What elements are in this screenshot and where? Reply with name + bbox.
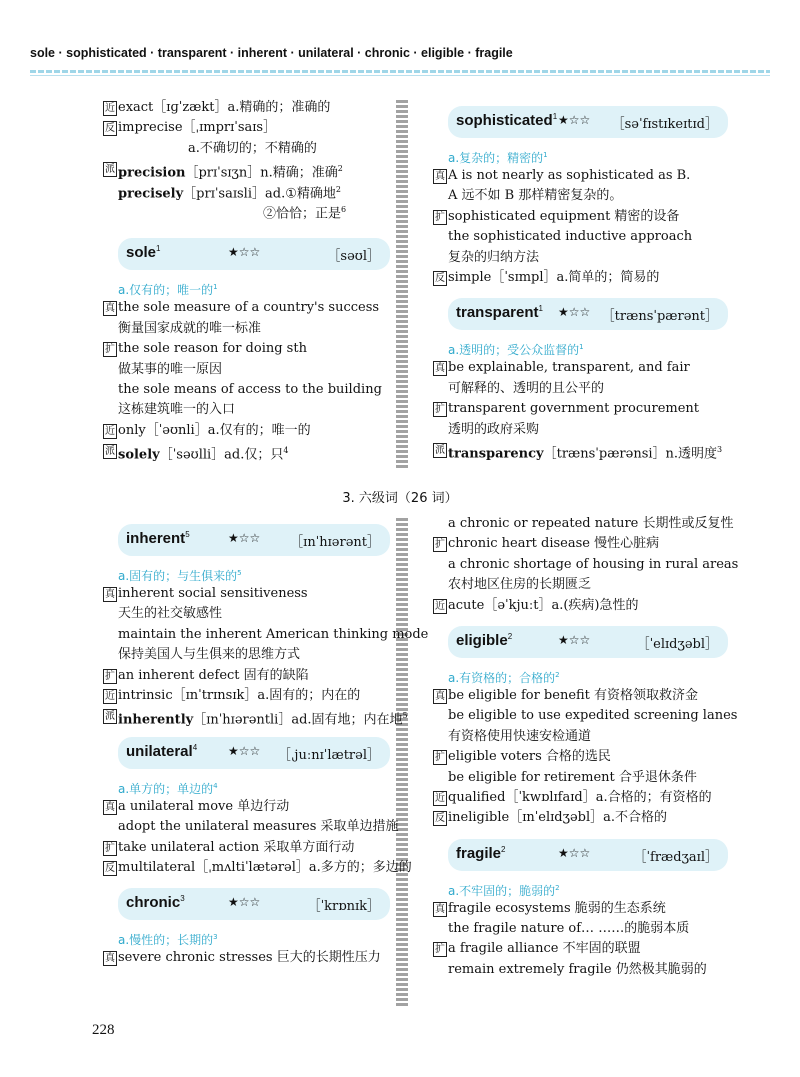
line-text: chronic heart disease 慢性心脏病 (448, 536, 660, 552)
entry-line (435, 596, 728, 616)
entry-body (435, 358, 728, 462)
headword-text: inherent (126, 530, 186, 547)
line-text: a chronic shortage of housing in rural areas (448, 556, 739, 572)
left-column-bottom (105, 514, 429, 969)
entry-line (435, 207, 728, 227)
line-text: 天生的社交敏感性 (118, 606, 223, 622)
line-text: A 远不如 B 那样精密复杂的。 (448, 188, 623, 204)
label-tag: 近 (105, 690, 115, 702)
label-tag: 扩 (105, 670, 115, 682)
line-text: an inherent defect 固有的缺陷 (118, 667, 309, 683)
line-text: 衡量国家成就的唯一标准 (118, 320, 262, 336)
entry-line (448, 379, 728, 399)
entry-headword-bar (118, 888, 390, 920)
entry-line (118, 645, 390, 665)
line-text: be explainable, transparent, and fair (448, 360, 690, 376)
entry-line (448, 248, 728, 268)
entry-line (435, 166, 728, 186)
sense-text: a.单方的；单边的 (118, 781, 214, 796)
headword-text: fragile (456, 844, 502, 862)
entry-line (118, 319, 390, 339)
line-text: sophisticated equipment 精密的设备 (448, 208, 680, 224)
entry-line (105, 948, 390, 968)
label-tag: 近 (435, 792, 445, 804)
sense-definition (118, 276, 390, 298)
line-text: intrinsic［ɪnˈtrɪnsɪk］a.固有的；内在的 (118, 687, 361, 703)
label-tag: 扩 (435, 752, 445, 764)
entry-body (435, 166, 728, 288)
entry-line (448, 960, 728, 980)
entry-headword-bar (448, 626, 728, 658)
headword-frequency: 1 (156, 244, 161, 254)
sense-definition (118, 562, 390, 584)
entry-line (105, 838, 390, 858)
frequency-mark: 4 (283, 446, 289, 456)
headword (456, 632, 512, 649)
sense-text: a.仅有的；唯一的 (118, 283, 214, 298)
entry-unilateral (105, 737, 412, 879)
line-text: the sole measure of a country's success (118, 300, 380, 316)
label-tag: 反 (435, 813, 445, 825)
line-text: remain extremely fragile 仍然极其脆弱的 (448, 961, 707, 977)
entry-line (105, 706, 408, 728)
entry-line (448, 555, 739, 575)
entry-line (118, 139, 390, 159)
derived-word: solely (118, 447, 160, 463)
entry-line (448, 575, 728, 595)
headword-text: unilateral (126, 742, 193, 760)
headword-frequency: 5 (185, 530, 190, 539)
line-text: multilateral［ˌmʌltiˈlætərəl］a.多方的；多边的 (118, 859, 412, 875)
star-rating: ★☆☆ (558, 305, 591, 320)
line-text: only［ˈəʊnli］a.仅有的；唯一的 (118, 422, 311, 438)
entry-line (435, 358, 728, 378)
entry-line (105, 98, 390, 118)
sense-text: a.复杂的；精密的 (448, 151, 544, 165)
entry-line (105, 441, 390, 463)
entry-line (118, 360, 390, 380)
entry-line (118, 604, 390, 624)
pronunciation: ［ˈfrædʒaɪl］ (633, 849, 718, 865)
column-divider-top (396, 100, 408, 468)
sense-frequency: 1 (579, 343, 584, 352)
entry-line (105, 858, 412, 878)
line-text: qualified［ˈkwɒlɪfaɪd］a.合格的；有资格的 (448, 789, 712, 805)
headword-text: eligible (456, 631, 508, 649)
line-text: imprecise［ˌɪmprɪˈsaɪs］ (118, 120, 277, 136)
entry-headword-bar (448, 839, 728, 871)
entry-line (105, 159, 390, 181)
line-text: a chronic or repeated nature 长期性或反复性 (448, 516, 734, 531)
entry-line (118, 400, 390, 420)
headword-text: chronic (126, 894, 181, 912)
line-text: 农村地区住房的长期匮乏 (448, 577, 592, 593)
label-tag: 真 (105, 303, 115, 315)
sense-text: a.固有的；与生俱来的 (118, 569, 238, 583)
entry-line (118, 380, 390, 400)
label-tag: 派 (105, 164, 115, 176)
entry-sophisticated (435, 106, 728, 288)
label-tag: 派 (105, 711, 115, 723)
precise-continuation (105, 98, 390, 222)
label-tag: 扩 (105, 842, 115, 854)
sense-definition (448, 336, 728, 358)
header-rule-thin (30, 75, 770, 76)
entry-sole (105, 238, 390, 463)
headword (126, 894, 185, 911)
right-column-top (435, 96, 728, 462)
headword (126, 244, 160, 261)
frequency-mark: 2 (335, 184, 341, 194)
line-text: A is not nearly as sophisticated as B. (448, 168, 691, 183)
entry-line (448, 919, 728, 939)
sense-text: a.有资格的；合格的 (448, 670, 556, 685)
label-tag: 派 (105, 446, 115, 458)
line-text: exact［ɪɡˈzækt］a.精确的；准确的 (118, 100, 331, 115)
pronunciation: ［trænsˈpærənt］ (601, 309, 718, 325)
entry-headword-bar (118, 737, 390, 769)
headword-frequency: 1 (538, 304, 543, 314)
label-tag: 派 (435, 444, 445, 456)
entry-body (435, 686, 738, 829)
label-tag: 近 (435, 600, 445, 612)
star-rating: ★☆☆ (228, 531, 261, 545)
entry-body (105, 298, 390, 463)
sense-frequency: 1 (213, 283, 218, 292)
entry-line (105, 584, 390, 604)
running-header: sole · sophisticated · transparent · inherent · unilateral · chronic · eligible · fragile (30, 46, 513, 60)
entry-line (105, 421, 390, 441)
label-tag: 扩 (435, 539, 445, 551)
entry-line (118, 180, 390, 200)
label-tag: 扩 (105, 344, 115, 356)
label-tag: 反 (435, 272, 445, 284)
line-text: a.不确切的；不精确的 (188, 140, 317, 156)
line-text: 透明的政府采购 (448, 421, 540, 437)
sense-frequency: 4 (213, 781, 218, 790)
headword (456, 112, 557, 129)
line-text: maintain the inherent American thinking mode (118, 626, 429, 642)
entry-line (105, 686, 390, 706)
frequency-mark: 6 (341, 204, 347, 214)
entry-line (105, 118, 390, 138)
entry-line (105, 339, 390, 359)
pronunciation: ［ɪnˈhɪərənt］ (290, 535, 380, 550)
headword (456, 304, 543, 321)
headword-frequency: 2 (501, 844, 506, 854)
line-text: ineligible［ɪnˈelɪdʒəbl］a.不合格的 (448, 810, 668, 826)
entry-line (448, 420, 728, 440)
line-text: ［trænsˈpærənsi］n.透明度 (543, 446, 718, 462)
star-rating: ★☆☆ (228, 245, 261, 260)
line-text: the sole means of access to the building (118, 381, 382, 397)
sense-frequency: 1 (543, 151, 548, 159)
line-text: 有资格使用快速安检通道 (448, 728, 592, 744)
derived-word: transparency (448, 446, 544, 462)
derived-word: precision (118, 165, 186, 181)
headword-text: sophisticated (456, 112, 553, 129)
entry-inherent (105, 524, 429, 728)
sense-definition (118, 775, 390, 797)
label-tag: 反 (105, 862, 115, 874)
sense-frequency: 2 (555, 670, 560, 679)
label-tag: 真 (435, 363, 445, 375)
sense-text: a.不牢固的；脆弱的 (448, 883, 556, 898)
entry-body (105, 948, 390, 968)
line-text: 保持美国人与生俱来的思维方式 (118, 647, 301, 663)
entry-body (435, 899, 728, 981)
line-text: simple［ˈsɪmpl］a.简单的；简易的 (448, 269, 660, 285)
line-text: ②恰恰；正是 (263, 206, 342, 222)
entry-line (448, 706, 738, 726)
headword-text: sole (126, 244, 157, 262)
line-text: acute［əˈkjuːt］a.(疾病)急性的 (448, 597, 639, 613)
label-tag: 真 (435, 171, 445, 182)
entry-line (435, 686, 728, 706)
pronunciation: ［ˌjuːnɪˈlætrəl］ (277, 747, 380, 763)
headword-frequency: 4 (192, 742, 198, 752)
headword-frequency: 2 (507, 631, 513, 641)
entry-line (448, 768, 728, 788)
section-title: 3. 六级词（26 词） (342, 491, 458, 506)
sense-definition (448, 664, 728, 686)
line-text: ［ɪnˈhɪərəntli］ad.固有地；内在地 (193, 712, 403, 728)
pronunciation: ［ˈelɪdʒəbl］ (636, 636, 718, 652)
line-text: ［ˈsəʊlli］ad.仅；只 (159, 447, 284, 463)
entry-chronic (105, 888, 390, 968)
headword (126, 530, 190, 547)
frequency-mark: 5 (402, 711, 408, 721)
line-text: 可解释的、透明的且公平的 (448, 380, 605, 396)
entry-headword-bar (118, 238, 390, 270)
frequency-mark: 3 (717, 444, 723, 454)
star-rating: ★☆☆ (558, 632, 591, 647)
entry-fragile (435, 839, 728, 981)
chronic-continuation (435, 514, 739, 616)
pronunciation: ［ˈkrɒnɪk］ (307, 899, 380, 915)
entry-body (105, 584, 429, 728)
line-text: 这栋建筑唯一的入口 (118, 402, 236, 418)
sense-text: a.透明的；受公众监督的 (448, 343, 580, 358)
entry-line (435, 534, 728, 554)
sense-definition (118, 926, 390, 948)
sense-frequency: 2 (555, 883, 560, 892)
line-text: be eligible for benefit 有资格领取救济金 (448, 687, 699, 703)
entry-line (448, 514, 734, 534)
line-text: a unilateral move 单边行动 (118, 798, 290, 814)
derived-word: precisely (118, 185, 184, 201)
star-rating: ★☆☆ (558, 845, 591, 860)
headword (126, 743, 197, 760)
line-text: be eligible for retirement 合乎退休条件 (448, 769, 697, 785)
label-tag: 近 (105, 103, 115, 114)
label-tag: 真 (105, 953, 115, 965)
entry-eligible (435, 626, 738, 829)
label-tag: 真 (435, 690, 445, 702)
entry-line (448, 186, 728, 206)
label-tag: 扩 (435, 404, 445, 416)
header-rule (30, 70, 770, 73)
entry-body (105, 797, 412, 879)
sense-frequency: 3 (213, 933, 218, 942)
line-text: 复杂的归纳方法 (448, 249, 540, 265)
headword-frequency: 1 (552, 112, 558, 121)
entry-headword-bar (448, 298, 728, 330)
left-column-top (105, 98, 390, 463)
entry-line (105, 797, 390, 817)
line-text: severe chronic stresses 巨大的长期性压力 (118, 950, 381, 966)
page-number: 228 (92, 1022, 115, 1038)
line-text: ［prɪˈsaɪsli］ad.①精确地 (183, 185, 336, 201)
label-tag: 扩 (435, 211, 445, 223)
line-text: the fragile nature of… ……的脆弱本质 (448, 921, 690, 937)
line-text: fragile ecosystems 脆弱的生态系统 (448, 900, 666, 916)
entry-headword-bar (118, 524, 390, 556)
label-tag: 真 (435, 903, 445, 915)
label-tag: 真 (105, 589, 115, 600)
entry-line (105, 298, 390, 318)
entry-line (118, 625, 429, 645)
entry-line (435, 808, 728, 828)
frequency-mark: 2 (337, 164, 343, 174)
headword-frequency: 3 (180, 894, 185, 904)
sense-definition (448, 144, 728, 166)
entry-line (435, 268, 728, 288)
line-text: the sophisticated inductive approach (448, 229, 693, 245)
line-text: 做某事的唯一原因 (118, 361, 223, 377)
sense-definition (448, 877, 728, 899)
derived-word: inherently (118, 712, 194, 728)
entry-line (448, 727, 728, 747)
pronunciation: ［səˈfɪstɪkeɪtɪd］ (611, 117, 718, 132)
line-text: ［prɪˈsɪʒn］n.精确；准确 (185, 165, 338, 181)
entry-line (435, 440, 728, 462)
entry-line (448, 227, 728, 247)
entry-line (435, 939, 728, 959)
right-column-bottom (435, 514, 739, 980)
line-text: transparent government procurement (448, 401, 700, 417)
entry-headword-bar (448, 106, 728, 138)
label-tag: 近 (105, 425, 115, 437)
entry-line (435, 747, 728, 767)
label-tag: 反 (105, 123, 115, 135)
line-text: inherent social sensitiveness (118, 586, 308, 601)
headword-text: transparent (456, 304, 539, 322)
entry-line (435, 788, 728, 808)
entry-transparent (435, 298, 728, 462)
pronunciation: ［səʊl］ (327, 249, 380, 265)
line-text: be eligible to use expedited screening lanes (448, 708, 738, 724)
line-text: adopt the unilateral measures 采取单边措施 (118, 819, 399, 835)
line-text: a fragile alliance 不牢固的联盟 (448, 941, 641, 957)
line-text: take unilateral action 采取单方面行动 (118, 839, 355, 855)
star-rating: ★☆☆ (558, 113, 591, 127)
line-text: eligible voters 合格的选民 (448, 749, 611, 765)
label-tag: 扩 (435, 944, 445, 956)
entry-line (118, 817, 399, 837)
entry-line (435, 899, 728, 919)
entry-line (118, 200, 390, 220)
entry-line (105, 666, 390, 686)
sense-text: a.慢性的；长期的 (118, 933, 214, 948)
sense-frequency: 5 (237, 569, 242, 577)
headword (456, 845, 505, 862)
star-rating: ★☆☆ (228, 895, 261, 910)
entry-line (435, 399, 728, 419)
star-rating: ★☆☆ (228, 743, 261, 758)
label-tag: 真 (105, 801, 115, 813)
column-divider-bottom (396, 518, 408, 1008)
line-text: the sole reason for doing sth (118, 341, 307, 357)
